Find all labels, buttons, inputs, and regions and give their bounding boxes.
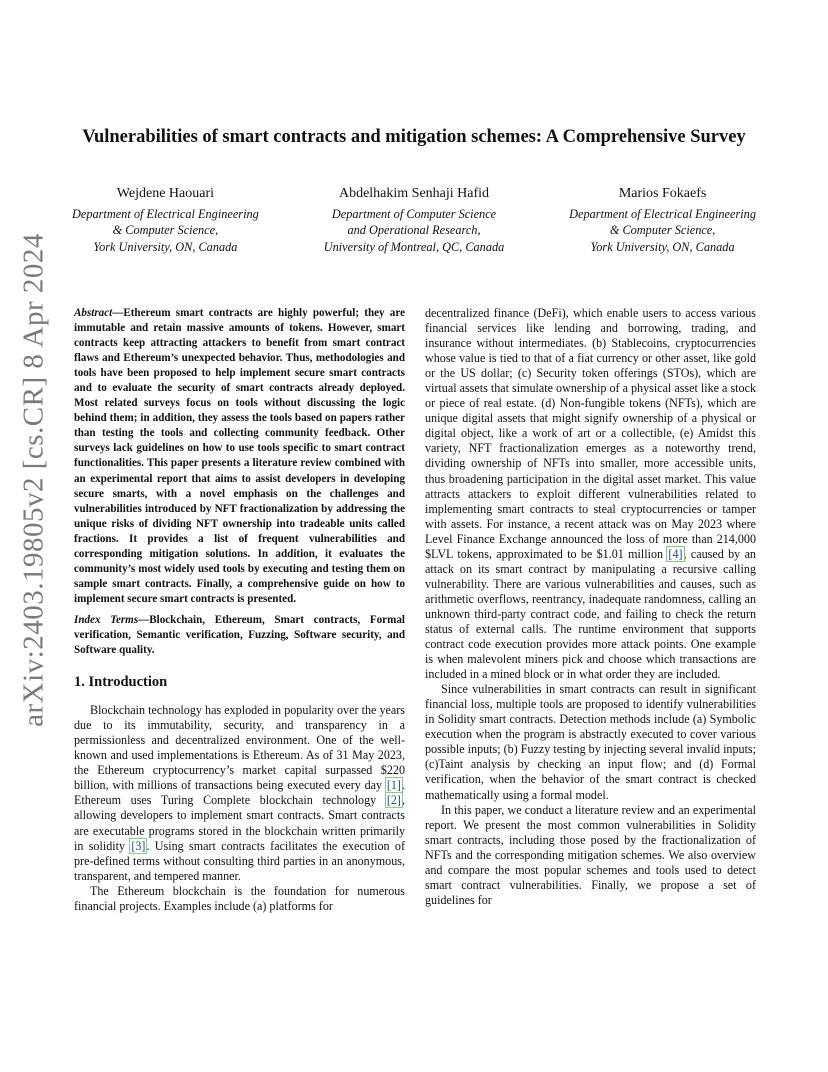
paper-title: Vulnerabilities of smart contracts and mitigation schemes: A Comprehensive Survey	[82, 127, 746, 147]
author-2	[324, 186, 505, 255]
author-3	[569, 186, 756, 255]
author-affiliation-line: Department of Electrical Engineering	[72, 206, 259, 221]
intro-text: decentralized finance (DeFi), which enable users to access various financial services like lending and borrowing, trading, and insurance without intermediates. (b) Stablecoins, cryptocurrencies whose value is tied to that of a fiat currency or other asset, like gold or the US dollar; (c) Security token offerings (STOs), which are virtual assets that simulate ownership of a physical asset like a stock or piece of real estate. (d) Non-fungible tokens (NFTs), which are unique digital assets that might signify ownership of a physical or digital object, like a work of art or a collectible, (e) Amidst this variety, NFT fractionalization emerges as a noteworthy trend, dividing ownership of NFTs into smaller, more accessible units, thus broadening participation in the digital asset market. This value attracts attackers to exploit different vulnerabilities related to implementing smart contracts to steal cryptocurrencies or tamper with assets. For instance, a recent attack was on May 2023 where Level Finance Exchange announced the loss of more than 214,000 $LVL tokens, approximated to be $1.01 million	[425, 306, 756, 561]
intro-text: . Using smart contracts facilitates the execution of pre-defined terms without consulting third parties in an anonymous, transparent, and tempered manner.	[74, 838, 405, 883]
citation-link[interactable]: [4]	[668, 546, 683, 561]
intro-paragraph-continued	[425, 306, 756, 682]
author-block	[72, 186, 756, 255]
left-column	[74, 306, 405, 914]
intro-paragraph-4: In this paper, we conduct a literature review and an experimental report. We present the most common vulnerabilities in Solidity smart contracts, including those posed by the fractionalization of NFTs and the corresponding mitigation schemes. We also overview and compare the most popular schemes and tools used to detect smart contract vulnerabilities. Finally, we propose a set of guidelines for	[425, 802, 756, 907]
author-affiliation-line: & Computer Science,	[112, 223, 219, 237]
index-terms-label: Index Terms	[74, 613, 139, 626]
section-heading: 1. Introduction	[74, 674, 168, 691]
index-terms	[74, 613, 405, 658]
author-1	[72, 186, 259, 255]
author-name: Wejdene Haouari	[116, 186, 215, 201]
arxiv-sidebar-stamp	[12, 180, 56, 780]
abstract-label: Abstract	[74, 307, 113, 319]
intro-paragraph-2: The Ethereum blockchain is the foundation for numerous financial projects. Examples include (a) platforms for	[74, 883, 405, 913]
intro-text: , caused by an attack on its smart contract by manipulating a recursive calling vulnerability. There are various vulnerabilities and causes, such as arithmetic overflows, reentrancy, inadequate randomness, calling an unknown third-party contract code, and failing to check the return status of external calls. The runtime environment that supports contract code execution provides more attack points. One example is when malevolent miners pick and choose which transactions are included in a mined block or in what order they are included.	[425, 546, 756, 682]
author-affiliation-line: York University, ON, Canada	[590, 239, 735, 254]
abstract	[74, 306, 405, 607]
intro-text: Blockchain technology has exploded in popularity over the years due to its immutability, security, and transparency in a permissionless and decentralized environment. One of the well-known and used implementations is Ethereum. As of 31 May 2023, the Ethereum cryptocurrency’s market capital surpassed $220 billion, with millions of transactions being executed every day	[74, 703, 405, 793]
citation-link[interactable]: [3]	[131, 838, 146, 853]
author-affiliation-line: Department of Electrical Engineering	[569, 206, 756, 221]
intro-text: . Ethereum uses Turing Complete blockchain technology	[74, 778, 405, 808]
author-affiliation-line: Department of Computer Science	[331, 206, 497, 221]
author-affiliation-line: and Operational Research,	[347, 223, 481, 237]
abstract-text: —Ethereum smart contracts are highly powerful; they are immutable and retain massive amounts of tokens. However, smart contracts keep attracting attackers to benefit from smart contract flaws and Ethereum’s unexpected behavior. Thus, methodologies and tools have been proposed to help implement secure smart contracts and to evaluate the security of smart contracts already deployed. Most related surveys focus on tools without discussing the logic behind them; in addition, they assess the tools based on papers rather than testing the tools and collecting community feedback. Other surveys lack guidelines on how to use tools specific to smart contract functionalities. This paper presents a literature review combined with an experimental report that aims to assist developers in developing secure smarts, with a novel emphasis on the challenges and vulnerabilities introduced by NFT fractionalization by addressing the unique risks of dividing NFT ownership into tradeable units called fractions. It provides a list of frequent vulnerabilities and corresponding mitigation solutions. In addition, it evaluates the community’s most widely used tools by executing and testing them on sample smart contracts. Finally, a comprehensive guide on how to implement secure smart contracts is presented.	[74, 307, 405, 605]
author-name: Abdelhakim Senhaji Hafid	[338, 186, 490, 201]
author-affiliation-line: University of Montreal, QC, Canada	[323, 239, 505, 254]
intro-paragraph-1	[74, 703, 405, 884]
citation-link[interactable]: [2]	[386, 793, 401, 808]
author-affiliation-line: York University, ON, Canada	[93, 239, 238, 254]
citation-link[interactable]: [1]	[386, 778, 401, 793]
right-column	[425, 306, 756, 908]
intro-paragraph-3: Since vulnerabilities in smart contracts can result in significant financial loss, multiple tools are proposed to identify vulnerabilities in Solidity smart contracts. Detection methods include (a) Symbolic execution when the program is abstractly executed to cover various possible inputs; (b) Fuzzy testing by injecting several invalid inputs; (c)Taint analysis by checking an input flow; and (d) Formal verification, when the behavior of the smart contract is checked mathematically using a formal model.	[425, 682, 756, 802]
arxiv-identifier: arXiv:2403.19805v2 [cs.CR] 8 Apr 2024	[17, 233, 50, 727]
author-name: Marios Fokaefs	[618, 186, 707, 201]
intro-text: , allowing developers to implement smart contracts. Smart contracts are executable programs stored in the blockchain written primarily in solidity	[74, 793, 405, 853]
author-affiliation-line: & Computer Science,	[609, 223, 716, 237]
index-terms-text: —Blockchain, Ethereum, Smart contracts, Formal verification, Semantic verification, Fuzzing, Software security, and Software quality.	[74, 613, 405, 657]
